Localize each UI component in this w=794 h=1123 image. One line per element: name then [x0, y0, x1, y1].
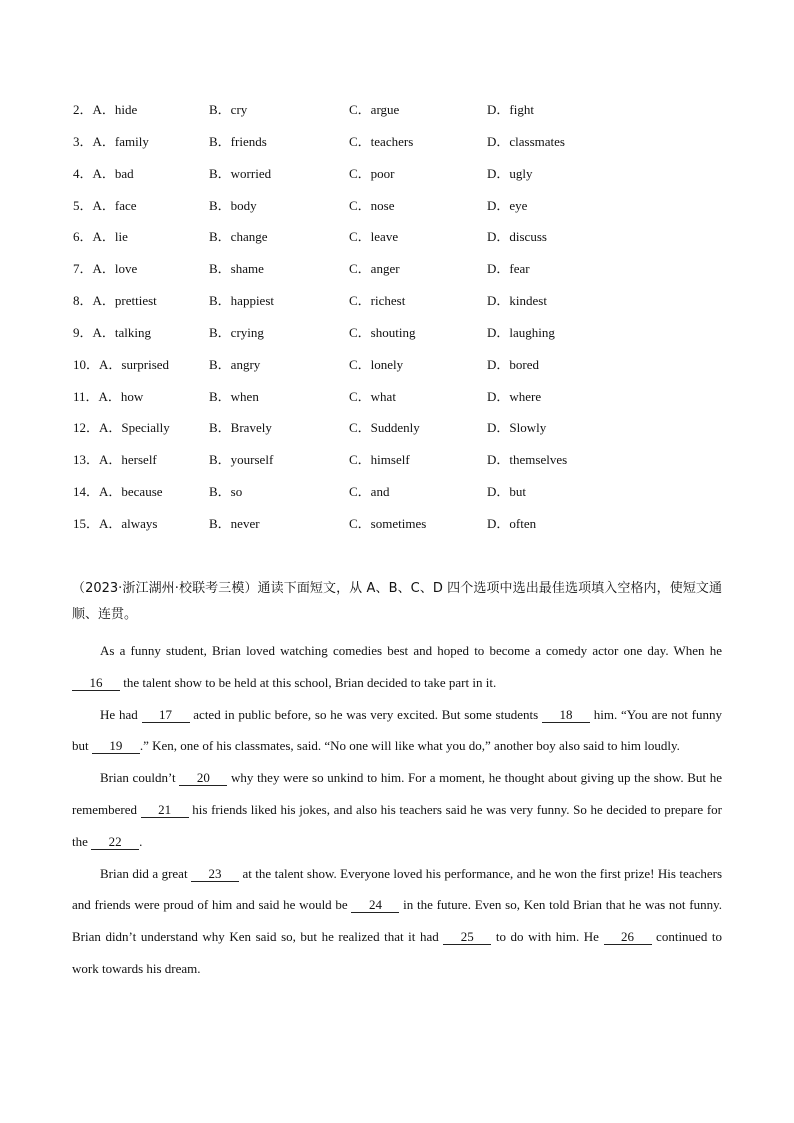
option-c: C．leave: [349, 229, 399, 245]
option-b: B．shame: [209, 261, 264, 277]
text: Brian did a great: [100, 865, 191, 881]
option-d: D．but: [487, 484, 527, 500]
blank-17: 17: [142, 707, 190, 723]
text: to do with him. He: [491, 929, 604, 945]
option-a: 14．A．because: [73, 484, 163, 500]
paragraph-3: [72, 762, 722, 857]
option-b: B．crying: [209, 324, 264, 340]
text: .” Ken, one of his classmates, said. “No one will like what you do,” another boy also said to him loudly.: [139, 738, 680, 754]
option-d: D．often: [487, 515, 537, 531]
text: at the talent show. Everyone loved his performance, and he won the first prize! His teachers and friends were proud of him and said he would be: [72, 865, 722, 913]
option-a: 4．A．bad: [73, 165, 134, 181]
option-c: C．nose: [349, 197, 395, 213]
option-b: B．change: [209, 229, 268, 245]
text: in the future. Even so, Ken told Brian that he was not funny. Brian didn’t understand why Ken said so, but he realized that it had: [72, 897, 722, 945]
paragraph-4: [72, 858, 722, 985]
option-b: B．never: [209, 515, 260, 531]
option-c: C．lonely: [349, 356, 404, 372]
option-d: D．ugly: [487, 165, 533, 181]
text: As a funny student, Brian loved watching comedies best and hoped to become a comedy actor one day. When he: [100, 643, 722, 658]
option-c: C．and: [349, 484, 390, 500]
option-a: 2．A．hide: [73, 102, 138, 117]
option-d: D．classmates: [487, 133, 565, 149]
blank-22: 22: [91, 834, 139, 850]
blank-21: 21: [141, 802, 189, 818]
option-d: D．laughing: [487, 324, 555, 340]
option-b: B．friends: [209, 133, 267, 149]
option-d: D．discuss: [487, 229, 547, 245]
option-d: D．kindest: [487, 293, 547, 309]
text: why they were so unkind to him. For a moment, he thought about giving up the show. But he remembered: [72, 770, 722, 817]
option-a: 12．A．Specially: [73, 420, 170, 436]
blank-16: 16: [72, 675, 120, 691]
text: him. “You are not funny but: [72, 706, 722, 754]
option-b: B．angry: [209, 356, 261, 372]
option-a: 10．A．surprised: [73, 356, 170, 372]
text: his friends liked his jokes, and also his teachers said he was very funny. So he decided to prepare for the: [72, 801, 722, 849]
option-d: D．eye: [487, 197, 528, 213]
option-d: D．fight: [487, 102, 534, 117]
text: the talent show to be held at this school, Brian decided to take part in it.: [120, 674, 497, 690]
option-c: C．poor: [349, 165, 395, 181]
option-b: B．cry: [209, 102, 248, 117]
option-c: C．Suddenly: [349, 420, 420, 436]
text: Brian couldn’t: [100, 770, 180, 786]
option-a: 9．A．talking: [73, 324, 151, 340]
option-d: D．themselves: [487, 452, 568, 468]
option-a: 15．A．always: [73, 515, 158, 531]
option-b: B．yourself: [209, 452, 274, 468]
text: acted in public before, so he was very excited. But some students: [189, 706, 542, 722]
option-a: 5．A．face: [73, 197, 137, 213]
blank-24: 24: [351, 897, 399, 913]
cloze-passage: [72, 576, 722, 985]
option-b: B．body: [209, 197, 257, 213]
option-c: C．anger: [349, 261, 400, 277]
option-d: D．bored: [487, 356, 539, 372]
option-b: B．Bravely: [209, 420, 272, 436]
option-b: B．worried: [209, 165, 272, 181]
option-c: C．sometimes: [349, 515, 427, 531]
blank-20: 20: [179, 770, 227, 786]
option-a: 7．A．love: [73, 261, 138, 277]
option-c: C．himself: [349, 452, 410, 468]
option-a: 8．A．prettiest: [73, 293, 157, 309]
passage-instructions: （2023·浙江湖州·校联考三模）通读下面短文，从 A、B、C、D 四个选项中选出最佳选项填入空格内，使短文通顺、连贯。: [72, 581, 722, 622]
text: .: [139, 833, 143, 849]
option-d: D．where: [487, 388, 542, 404]
blank-25: 25: [443, 929, 491, 945]
option-a: 3．A．family: [73, 133, 149, 149]
option-c: C．teachers: [349, 133, 414, 149]
option-a: 6．A．lie: [73, 229, 128, 245]
option-b: B．when: [209, 388, 259, 404]
option-b: B．so: [209, 484, 243, 500]
option-c: C．richest: [349, 293, 406, 309]
blank-18: 18: [542, 707, 590, 723]
option-a: 11．A．how: [73, 388, 144, 404]
option-c: C．argue: [349, 102, 400, 117]
paragraph-1: [72, 635, 722, 699]
text: continued to work towards his dream.: [72, 929, 722, 976]
option-c: C．shouting: [349, 324, 416, 340]
text: He had: [100, 706, 142, 722]
paragraph-2: [72, 699, 722, 763]
option-d: D．Slowly: [487, 420, 547, 436]
blank-19: 19: [92, 738, 140, 754]
blank-26: 26: [604, 929, 652, 945]
option-b: B．happiest: [209, 293, 274, 309]
blank-23: 23: [191, 866, 239, 882]
option-a: 13．A．herself: [73, 452, 157, 468]
option-c: C．what: [349, 388, 396, 404]
option-d: D．fear: [487, 261, 530, 277]
